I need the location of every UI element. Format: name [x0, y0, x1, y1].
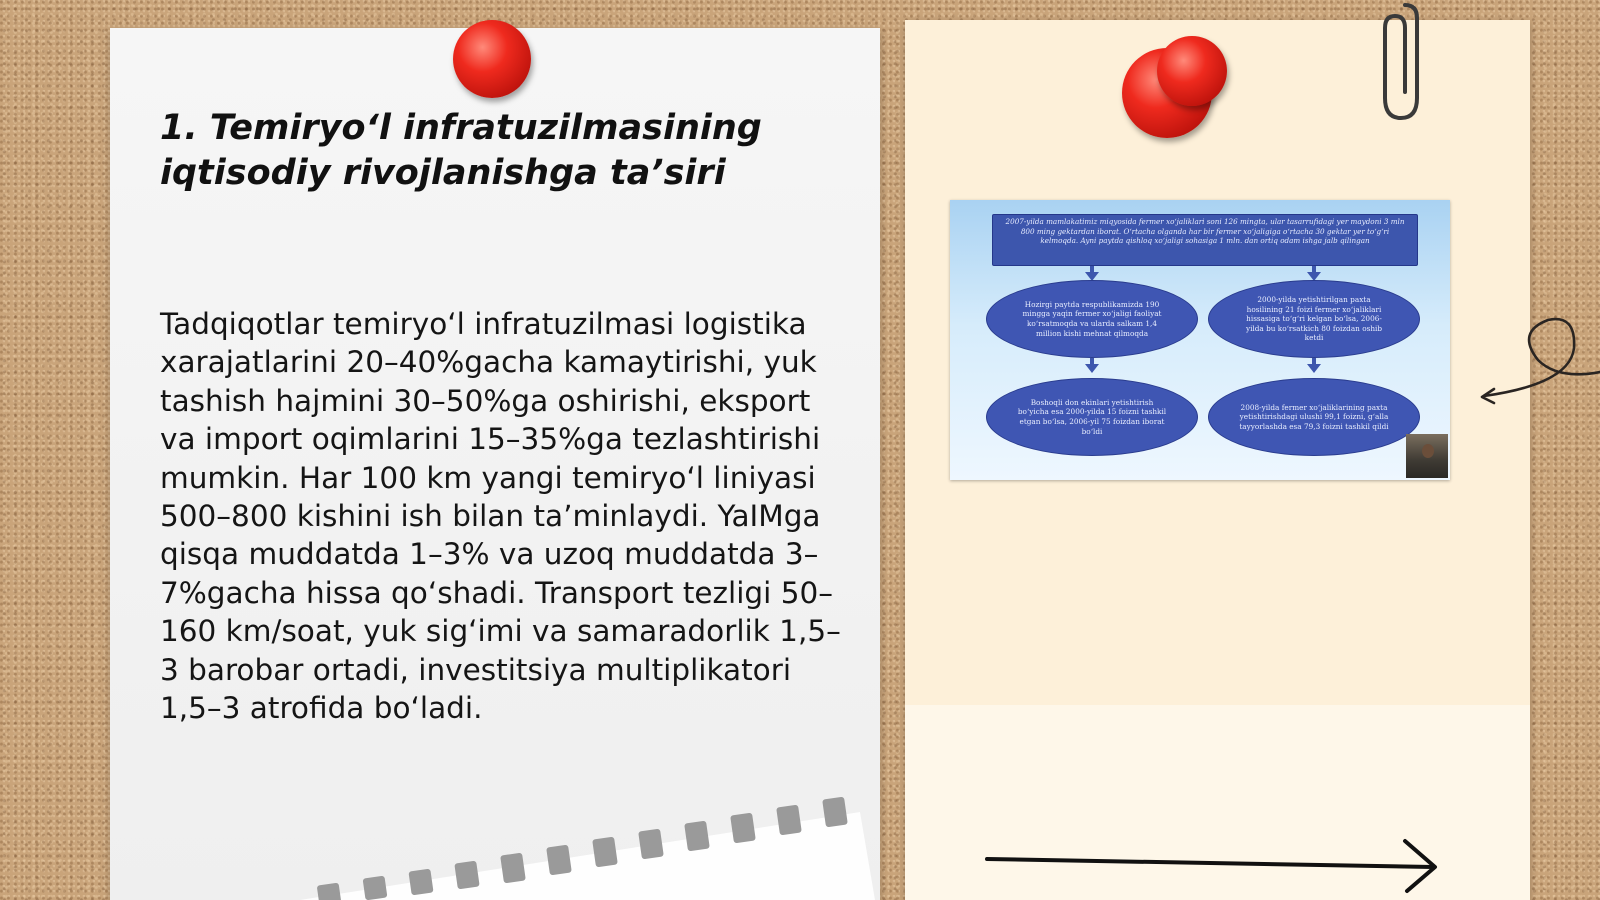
embedded-slide-image [950, 200, 1450, 480]
info-oval: Hozirgi paytda respublikamizda 190 mingga yaqin fermer xo‘jaligi faoliyat ko‘rsatmoqda va ularda salkam 1,4 million kishi mehnat qilmoqda [986, 280, 1198, 358]
info-oval: Boshoqli don ekinlari yetishtirish bo‘yicha esa 2000-yilda 15 foizni tashkil etgan bo‘lsa, 2006-yil 75 foizdan iborat bo‘ldi [986, 378, 1198, 456]
red-pushpin-icon [453, 20, 533, 100]
presenter-video-thumbnail [1406, 434, 1448, 478]
title-line: iqtisodiy rivojlanishga ta’siri [160, 153, 726, 193]
body-paragraph: Tadqiqotlar temiryo‘l infratuzilmasi logistika xarajatlarini 20–40%gacha kamaytirishi, yuk tashish hajmini 30–50%ga oshirishi, eksport va import oqimlarini 15–35%ga tezlashtirishi mumkin. Har 100 km yangi temiryo‘l liniyasi 500–800 kishini ish bilan ta’minlaydi. YaIMga qisqa muddatda 1–3% va uzoq muddatda 3–7%gacha hissa qo‘shadi. Transport tezligi 50–160 km/soat, yuk sig‘imi va samaradorlik 1,5–3 barobar ortadi, investitsiya multiplikatori 1,5–3 atrofida bo‘ladi. [160, 307, 841, 726]
red-pushpin-icon [1122, 36, 1232, 136]
info-oval: 2008-yilda fermer xo‘jaliklarining paxta yetishtirishdagi ulushi 99,1 foizni, g‘alla tayyorlashda esa 79,3 foizni tashkil qildi [1208, 378, 1420, 456]
slide-title [160, 106, 840, 196]
info-oval: 2000-yilda yetishtirilgan paxta hosilining 21 foizi fermer xo‘jaliklari hissasiga to‘g‘ri kelgan bo‘lsa, 2006-yilda bu ko‘rsatkich 80 foizdan oshib ketdi [1208, 280, 1420, 358]
torn-edge-decoration [300, 780, 880, 900]
right-arrow-icon [985, 835, 1455, 895]
title-line: 1. Temiryo‘l infratuzilmasining [160, 108, 762, 148]
paper-clip-icon [1375, 0, 1425, 125]
connector-arrow [1085, 364, 1099, 373]
curly-arrow-icon [1478, 310, 1600, 410]
connector-arrow [1307, 364, 1321, 373]
slide-header-box: 2007-yilda mamlakatimiz miqyosida fermer xo‘jaliklari soni 126 mingta, ular tasarrufidagi yer maydoni 3 mln 800 ming gektardan iborat. O‘rtacha olganda har bir fermer xo‘jaligiga o‘rtacha 30 gektar yer to‘g‘ri kelmoqda. Ayni paytda qishloq xo‘jaligi sohasiga 1 mln. dan ortiq odam ishga jalb qilingan [992, 214, 1418, 266]
